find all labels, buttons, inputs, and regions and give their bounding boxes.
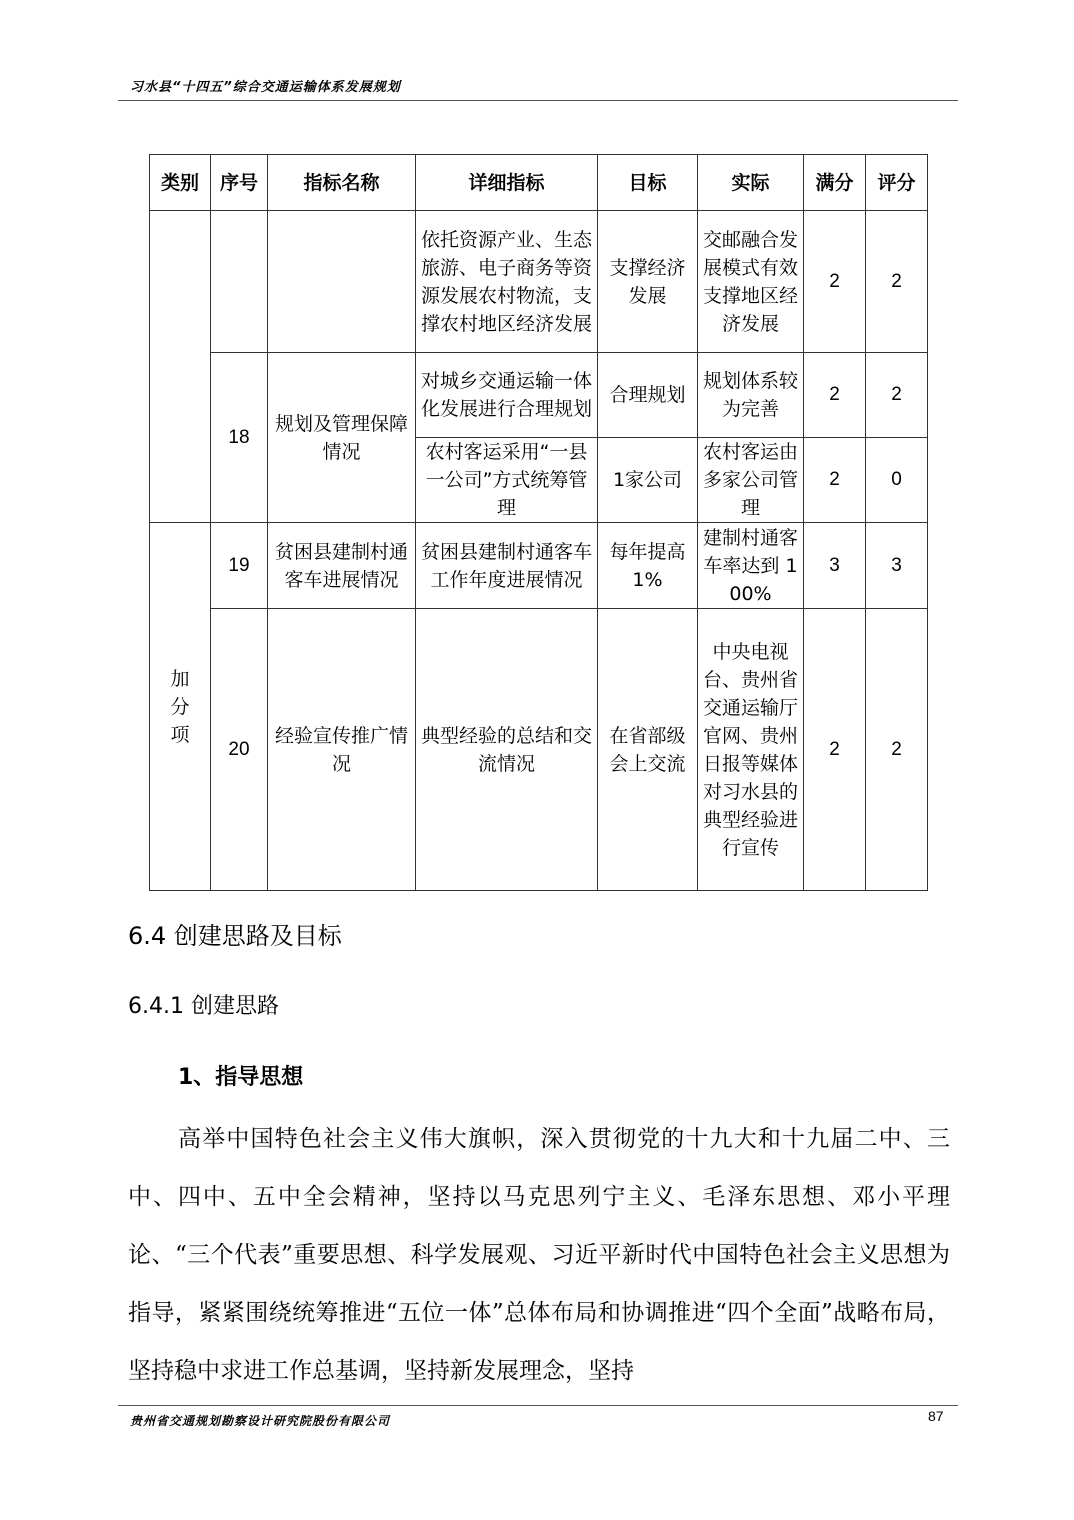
header-full-score: 满分 bbox=[804, 155, 866, 211]
target-cell: 支撑经济发展 bbox=[598, 211, 698, 353]
category-cell-bonus: 加分项 bbox=[150, 523, 211, 891]
evaluation-table bbox=[149, 154, 928, 891]
header-detail: 详细指标 bbox=[416, 155, 598, 211]
table-row bbox=[150, 211, 928, 353]
full-score-cell: 2 bbox=[804, 211, 866, 353]
header-category: 类别 bbox=[150, 155, 211, 211]
target-cell: 合理规划 bbox=[598, 353, 698, 438]
table-row bbox=[150, 609, 928, 891]
item-heading-guiding-ideology: 1、指导思想 bbox=[178, 1065, 304, 1090]
seq-cell-continued bbox=[211, 211, 268, 353]
category-cell-continued bbox=[150, 211, 211, 523]
full-score-cell: 2 bbox=[804, 609, 866, 891]
full-score-cell: 2 bbox=[804, 353, 866, 438]
name-cell: 规划及管理保障情况 bbox=[268, 353, 416, 523]
header-actual: 实际 bbox=[698, 155, 804, 211]
running-header-title: 习水县“十四五”综合交通运输体系发展规划 bbox=[130, 80, 401, 95]
detail-cell: 典型经验的总结和交流情况 bbox=[416, 609, 598, 891]
score-cell: 3 bbox=[866, 523, 928, 609]
seq-cell: 18 bbox=[211, 353, 268, 523]
target-cell: 每年提高 1% bbox=[598, 523, 698, 609]
detail-cell: 依托资源产业、生态旅游、电子商务等资源发展农村物流，支撑农村地区经济发展 bbox=[416, 211, 598, 353]
header-score: 评分 bbox=[866, 155, 928, 211]
table-row bbox=[150, 353, 928, 438]
name-cell-continued bbox=[268, 211, 416, 353]
score-cell: 0 bbox=[866, 438, 928, 523]
score-cell: 2 bbox=[866, 353, 928, 438]
name-cell: 经验宣传推广情况 bbox=[268, 609, 416, 891]
target-cell: 1家公司 bbox=[598, 438, 698, 523]
header-seq: 序号 bbox=[211, 155, 268, 211]
full-score-cell: 2 bbox=[804, 438, 866, 523]
actual-cell: 农村客运由多家公司管理 bbox=[698, 438, 804, 523]
seq-cell: 20 bbox=[211, 609, 268, 891]
detail-cell: 贫困县建制村通客车工作年度进展情况 bbox=[416, 523, 598, 609]
score-cell: 2 bbox=[866, 609, 928, 891]
footer-company-name: 贵州省交通规划勘察设计研究院股份有限公司 bbox=[130, 1414, 391, 1428]
detail-cell: 农村客运采用“一县一公司”方式统筹管理 bbox=[416, 438, 598, 523]
header-indicator-name: 指标名称 bbox=[268, 155, 416, 211]
actual-cell: 建制村通客车率达到 100% bbox=[698, 523, 804, 609]
target-cell: 在省部级会上交流 bbox=[598, 609, 698, 891]
table-row bbox=[150, 523, 928, 609]
name-cell: 贫困县建制村通客车进展情况 bbox=[268, 523, 416, 609]
footer-divider bbox=[118, 1405, 958, 1406]
subsection-heading-6-4-1: 6.4.1 创建思路 bbox=[128, 994, 279, 1019]
actual-cell: 规划体系较为完善 bbox=[698, 353, 804, 438]
header-target: 目标 bbox=[598, 155, 698, 211]
actual-cell: 中央电视台、贵州省交通运输厅官网、贵州日报等媒体对习水县的典型经验进行宣传 bbox=[698, 609, 804, 891]
header-divider bbox=[118, 100, 958, 101]
full-score-cell: 3 bbox=[804, 523, 866, 609]
body-paragraph: 高举中国特色社会主义伟大旗帜，深入贯彻党的十九大和十九届二中、三中、四中、五中全会精神，坚持以马克思列宁主义、毛泽东思想、邓小平理论、“三个代表”重要思想、科学发展观、习近平新时代中国特色社会主义思想为指导，紧紧围绕统筹推进“五位一体”总体布局和协调推进“四个全面”战略布局，坚持稳中求进工作总基调，坚持新发展理念，坚持 bbox=[128, 1126, 950, 1384]
table-header-row bbox=[150, 155, 928, 211]
actual-cell: 交邮融合发展模式有效支撑地区经济发展 bbox=[698, 211, 804, 353]
detail-cell: 对城乡交通运输一体化发展进行合理规划 bbox=[416, 353, 598, 438]
page-number: 87 bbox=[928, 1408, 944, 1424]
seq-cell: 19 bbox=[211, 523, 268, 609]
score-cell: 2 bbox=[866, 211, 928, 353]
section-heading-6-4: 6.4 创建思路及目标 bbox=[128, 922, 342, 950]
